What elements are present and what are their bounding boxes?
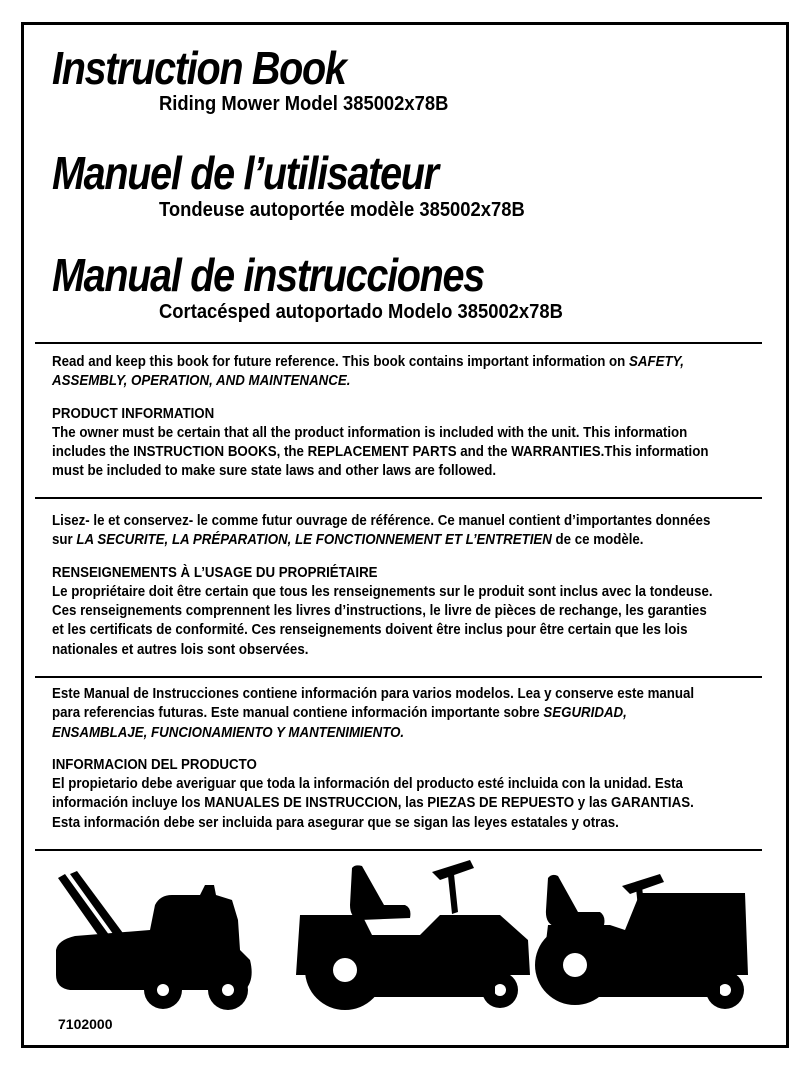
spanish-section: Este Manual de Instrucciones contiene información para varios modelos. Lea y conserve este manual para referencias futuras. Este manual contiene información importante sobre SEGURIDAD, ENSAMBLAJE, FUNCIONAMIENTO Y MANTENIMIENTO. INFORMACION DEL PRODUCTO El propietario debe averiguar que toda la información del producto esté incluida con la unidad. Esta información incluye los MANUALES DE INSTRUCCION, las PIEZAS DE REPUESTO y las GARANTIAS. Esta información debe ser incluida para asegurar que se sigan las leyes estatales y otras. (52, 685, 772, 833)
riding-mower-icon (296, 860, 530, 1010)
title-english: Instruction Book (52, 42, 346, 94)
english-heading: PRODUCT INFORMATION (52, 405, 215, 422)
french-heading: RENSEIGNEMENTS À L’USAGE DU PROPRIÉTAIRE (52, 564, 378, 581)
french-section: Lisez- le et conservez- le comme futur ouvrage de référence. Ce manuel contient d’importantes données sur LA SECURITE, LA PRÉPARATION, LE FONCTIONNEMENT ET L’ENTRETIEN de ce modèle. RENSEIGNEMENTS À L’USAGE DU PROPRIÉTAIRE Le propriétaire doit être certain que tous les renseignements sur le produit sont inclus avec la tondeuse. Ces renseignements comprennent les livres d’instructions, le livre de pièces de rechange, les garanties et les certificats de conformité. Ces renseignements doivent être inclus pour être certain que les lois nationales et autres lois sont observées. (52, 512, 772, 660)
spanish-heading: INFORMACION DEL PRODUCTO (52, 756, 257, 773)
spanish-intro: Este Manual de Instrucciones contiene información para varios modelos. Lea y conserve este manual (52, 686, 695, 702)
title-spanish: Manual de instrucciones (52, 249, 484, 301)
french-intro: Lisez- le et conservez- le comme futur ouvrage de référence. Ce manuel contient d’importantes données (52, 513, 711, 529)
subtitle-english: Riding Mower Model 385002x78B (159, 93, 449, 115)
english-section: Read and keep this book for future reference. This book contains important information on SAFETY, ASSEMBLY, OPERATION, AND MAINTENANCE. PRODUCT INFORMATION The owner must be certain that all the product information is included with the unit. This information includes the INSTRUCTION BOOKS, the REPLACEMENT PARTS and the WARRANTIES.This information must be included to make sure state laws and other laws are followed. (52, 353, 772, 482)
document-code: 7102000 (58, 1016, 113, 1032)
title-french: Manuel de l’utilisateur (52, 147, 438, 199)
english-intro: Read and keep this book for future reference. This book contains important information on SAFETY, (52, 354, 684, 370)
push-mower-icon (56, 871, 252, 1010)
subtitle-french: Tondeuse autoportée modèle 385002x78B (159, 199, 525, 221)
subtitle-spanish: Cortacésped autoportado Modelo 385002x78B (159, 301, 563, 323)
garden-tractor-icon (535, 874, 748, 1009)
